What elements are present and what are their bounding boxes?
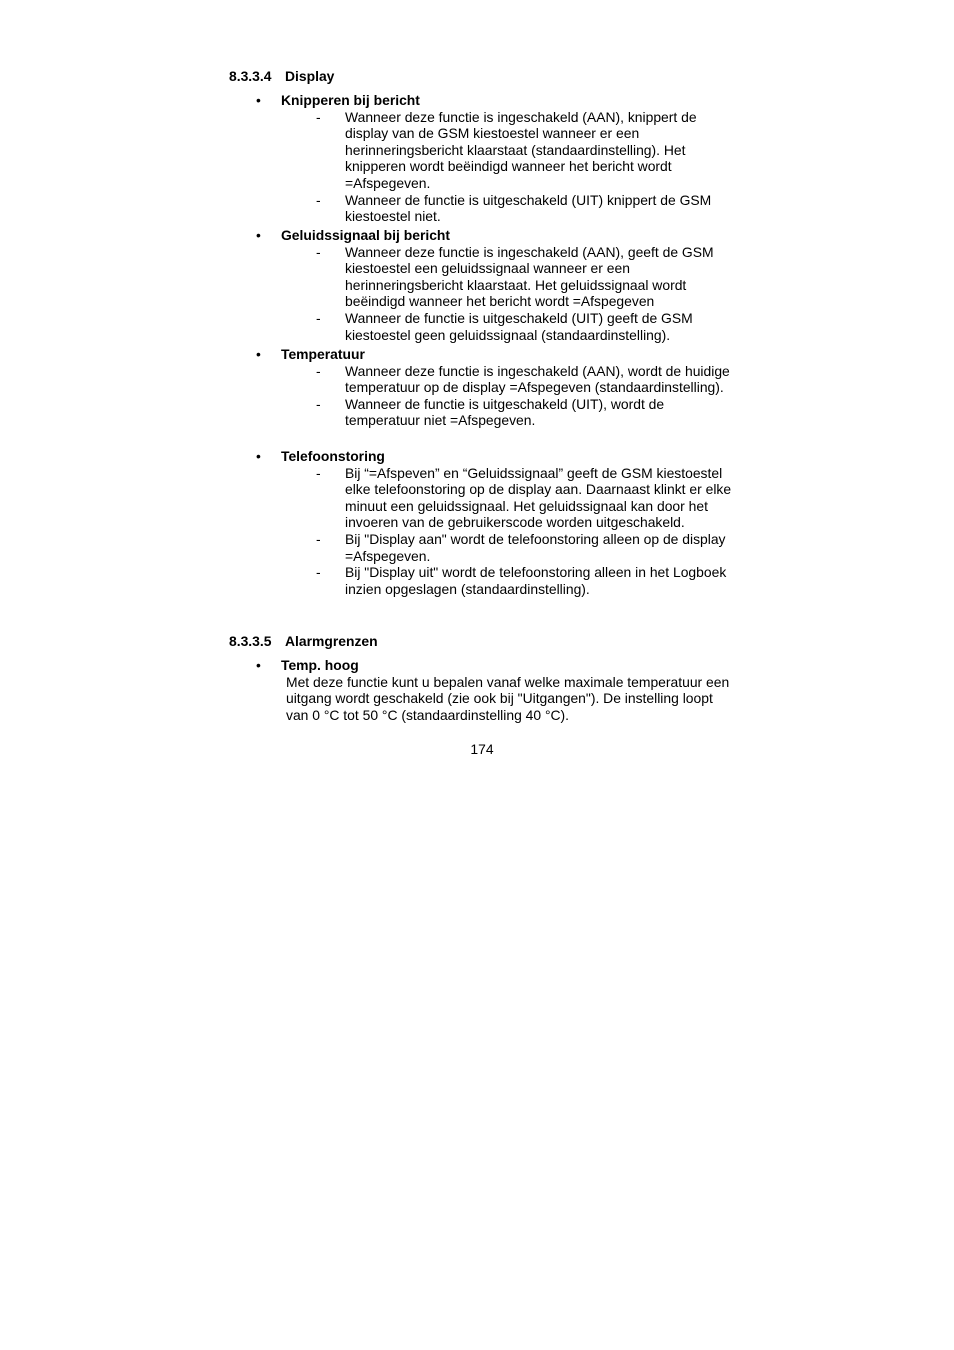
- dash-icon: -: [316, 243, 321, 260]
- dash-item: [256, 192, 740, 225]
- section-title: Alarmgrenzen: [285, 633, 378, 649]
- dash-icon: -: [316, 362, 321, 379]
- dash-item: [256, 465, 740, 531]
- bullet-icon: •: [256, 346, 261, 362]
- bullet-icon: •: [256, 448, 261, 464]
- dash-item-text: Wanneer de functie is uitgeschakeld (UIT) knippert de GSM kiestoestel niet.: [345, 191, 712, 225]
- bullet-icon: •: [256, 92, 261, 108]
- bullet-heading-text: Temperatuur: [281, 346, 365, 362]
- dash-item-text: Bij “=Afspeven” en “Geluidssignaal” geeft de GSM kiestoestel elke telefoonstoring op de display aan. Daarnaast klinkt er elke minuut een geluidssignaal. Het geluidssignaal kan door het invoeren van de gebruikerscode worden uitgeschakeld.: [345, 464, 732, 531]
- dash-item: [256, 531, 740, 564]
- section-title: Display: [285, 68, 335, 84]
- dash-icon: -: [316, 530, 321, 547]
- dash-item-text: Wanneer deze functie is ingeschakeld (AAN), knippert de display van de GSM kiestoestel wanneer er een herinneringsbericht klaarstaat (standaardinstelling). Het knipperen wordt beëindigd wanneer het bericht wordt =Afspegeven.: [345, 108, 697, 191]
- dash-icon: -: [316, 108, 321, 125]
- bullet-heading: [256, 657, 756, 674]
- dash-list: [256, 363, 756, 429]
- dash-list: [256, 465, 756, 598]
- dash-icon: -: [316, 464, 321, 481]
- bullet-heading-text: Temp. hoog: [281, 657, 359, 673]
- bullet-heading: [256, 346, 756, 363]
- dash-item-text: Wanneer de functie is uitgeschakeld (UIT), wordt de temperatuur niet =Afspegeven.: [345, 395, 665, 429]
- dash-item: [256, 396, 740, 429]
- dash-list: [256, 109, 756, 225]
- dash-item: [256, 244, 740, 310]
- dash-item-text: Bij "Display aan" wordt de telefoonstoring alleen op de display =Afspegeven.: [345, 530, 726, 564]
- section-number: 8.3.3.5: [229, 633, 272, 649]
- bullet-item-temp-hoog: [256, 657, 756, 723]
- dash-item-text: Wanneer deze functie is ingeschakeld (AAN), wordt de huidige temperatuur op de display =Afspegeven (standaardinstelling).: [345, 362, 730, 396]
- dash-icon: -: [316, 191, 321, 208]
- dash-item-text: Wanneer deze functie is ingeschakeld (AAN), geeft de GSM kiestoestel een geluidssignaal wanneer er een herinneringsbericht klaarstaat. Het geluidssignaal wordt beëindigd wanneer het bericht wordt =Afspegeven: [345, 243, 714, 310]
- dash-icon: -: [316, 395, 321, 412]
- dash-item: [256, 363, 740, 396]
- bullet-item-temperatuur: [256, 346, 756, 429]
- dash-item: [256, 564, 740, 597]
- bullet-heading: [256, 448, 756, 465]
- page-number: 174: [470, 741, 494, 757]
- bullet-heading-text: Telefoonstoring: [281, 448, 385, 464]
- bullet-heading-text: Knipperen bij bericht: [281, 92, 420, 108]
- dash-icon: -: [316, 564, 321, 581]
- section-heading-alarmgrenzen: [229, 633, 378, 650]
- section-heading-display: [229, 68, 334, 85]
- bullet-paragraph: Met deze functie kunt u bepalen vanaf welke maximale temperatuur een uitgang wordt geschakeld (zie ook bij "Uitgangen"). De instelling loopt van 0 °C tot 50 °C (standaardinstelling 40 °C).: [286, 673, 730, 723]
- bullet-item-knipperen: [256, 92, 756, 225]
- bullet-item-telefoonstoring: [256, 448, 756, 597]
- section-number: 8.3.3.4: [229, 68, 272, 84]
- dash-item: [256, 109, 740, 192]
- dash-item-text: Bij "Display uit" wordt de telefoonstoring alleen in het Logboek inzien opgeslagen (standaardinstelling).: [345, 564, 727, 597]
- bullet-heading: [256, 227, 756, 244]
- dash-item: [256, 310, 740, 343]
- bullet-item-geluidssignaal: [256, 227, 756, 343]
- bullet-icon: •: [256, 657, 261, 673]
- dash-list: [256, 244, 756, 344]
- bullet-heading-text: Geluidssignaal bij bericht: [281, 227, 451, 243]
- bullet-icon: •: [256, 227, 261, 243]
- dash-item-text: Wanneer de functie is uitgeschakeld (UIT) geeft de GSM kiestoestel geen geluidssignaal (standaardinstelling).: [345, 309, 693, 343]
- dash-icon: -: [316, 309, 321, 326]
- bullet-heading: [256, 92, 756, 109]
